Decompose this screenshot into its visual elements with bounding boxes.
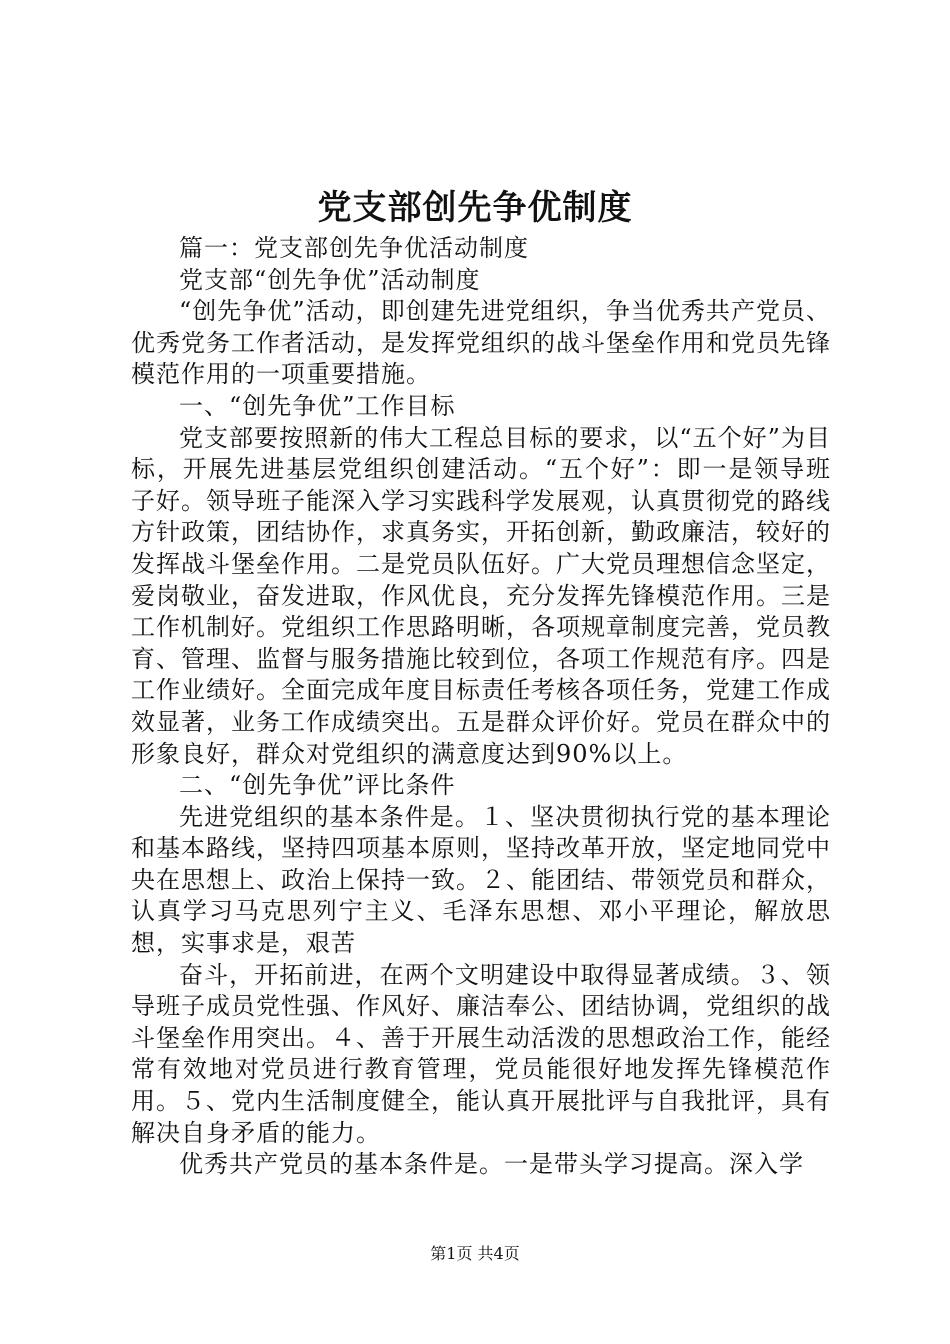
document-body xyxy=(131,233,831,1181)
paragraph-org-criteria: 先进党组织的基本条件是。１、坚决贯彻执行党的基本理论和基本路线，坚持四项基本原则，坚持改革开放，坚定地同党中央在思想上、政治上保持一致。２、能团结、带领党员和群众，认真学习马克思列宁主义、毛泽东思想、邓小平理论，解放思想，实事求是，艰苦 xyxy=(131,802,831,958)
paragraph-article-heading: 篇一：党支部创先争优活动制度 xyxy=(179,234,529,262)
document-title: 党支部创先争优制度 xyxy=(317,188,633,228)
paragraph-org-criteria-continued: 奋斗，开拓前进，在两个文明建设中取得显著成绩。３、领导班子成员党性强、作风好、廉洁奉公、团结协调，党组织的战斗堡垒作用突出。４、善于开展生动活泼的思想政治工作，能经常有效地对党员进行教育管理，党员能很好地发挥先锋模范作用。５、党内生活制度健全，能认真开展批评与自我批评，具有解决自身矛盾的能力。 xyxy=(131,960,831,1147)
section-heading-criteria: 二、“创先争优”评比条件 xyxy=(179,771,456,800)
section-heading-goals: 一、“创先争优”工作目标 xyxy=(179,391,456,420)
paragraph-member-criteria: 优秀共产党员的基本条件是。一是带头学习提高。深入学 xyxy=(179,1150,804,1179)
page-number-footer: 第1页 共4页 xyxy=(430,1244,520,1263)
paragraph-goals: 党支部要按照新的伟大工程总目标的要求，以“五个好”为目标，开展先进基层党组织创建活动。“五个好”：即一是领导班子好。领导班子能深入学习实践科学发展观，认真贯彻党的路线方针政策，团结协作，求真务实，开拓创新，勤政廉洁，较好的发挥战斗堡垒作用。二是党员队伍好。广大党员理想信念坚定，爱岗敬业，奋发进取，作风优良，充分发挥先锋模范作用。三是工作机制好。党组织工作思路明晰，各项规章制度完善，党员教育、管理、监督与服务措施比较到位，各项工作规范有序。四是工作业绩好。全面完成年度目标责任考核各项任务，党建工作成效显著，业务工作成绩突出。五是群众评价好。党员在群众中的形象良好，群众对党组织的满意度达到90%以上。 xyxy=(131,423,831,768)
paragraph-system-title: 党支部“创先争优”活动制度 xyxy=(179,265,481,294)
paragraph-intro: “创先争优”活动，即创建先进党组织，争当优秀共产党员、优秀党务工作者活动，是发挥党组织的战斗堡垒作用和党员先锋模范作用的一项重要措施。 xyxy=(131,297,831,389)
